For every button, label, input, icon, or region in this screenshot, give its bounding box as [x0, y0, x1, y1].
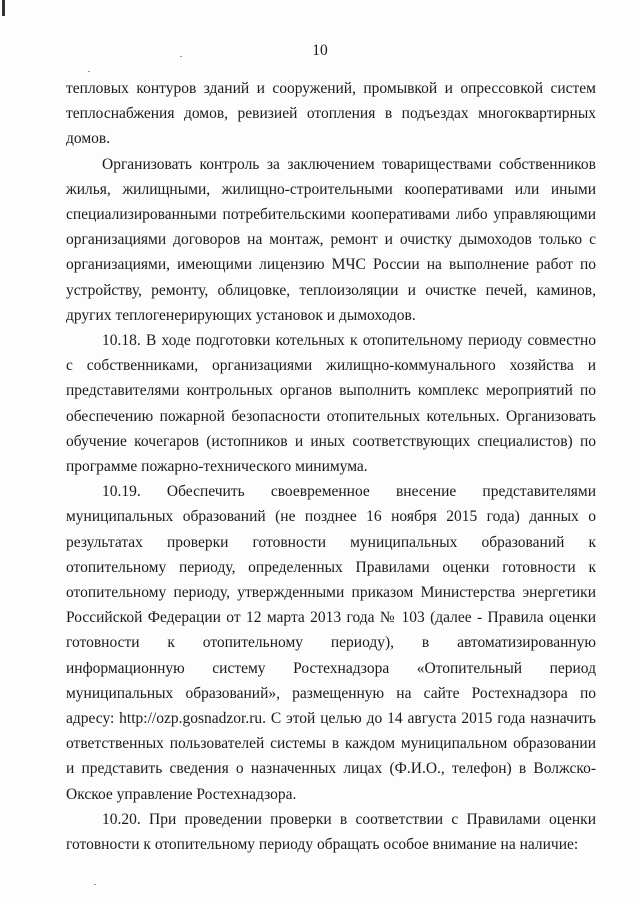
paragraph-chimney-control: Организовать контроль за заключением товариществами собственников жилья, жилищными, жилищно-строительными кооперативами или иными специализированными потребительскими кооперативами либо управляющими организациями договоров на монтаж, ремонт и очистку дымоходов только с организациями, имеющими лицензию МЧС России на выполнение работ по устройству, ремонту, облицовке, теплоизоляции и очистке печей, каминов, других теплогенерирующих установок и дымоходов.	[66, 155, 596, 324]
paragraph-10-19: 10.19. Обеспечить своевременное внесение представителями муниципальных образований (не позднее 16 ноября 2015 года) данных о результатах проверки готовности муниципальных образований к отопительному периоду, определенных Правилами оценки готовности к отопительному периоду, утвержденными приказом Министерства энергетики Российской Федерации от 12 марта 2013 года № 103 (далее - Правила оценки готовности к отопительному периоду), в автоматизированную информационную систему Ростехнадзора «Отопительный период муниципальных образований», размещенную на сайте Ростехнадзора по адресу: http://ozp.gosnadzor.ru. С этой целью до 14 августа 2015 года назначить ответственных пользователей системы в каждом муниципальном образовании и представить сведения о назначенных лицах (Ф.И.О., телефон) в Волжско-Окское управление Ростехнадзора.	[66, 483, 596, 803]
paragraph-10-18: 10.18. В ходе подготовки котельных к отопительному периоду совместно с собственниками, организациями жилищно-коммунального хозяйства и представителями контрольных органов выполнить комплекс мероприятий по обеспечению пожарной безопасности отопительных котельных. Организовать обучение кочегаров (истопников и иных соответствующих специалистов) по программе пожарно-технического минимума.	[66, 332, 596, 476]
paragraph-10-20: 10.20. При проведении проверки в соответствии с Правилами оценки готовности к отопительному периоду обращать особое внимание на наличие:	[66, 810, 596, 854]
scan-edge-mark	[2, 0, 5, 16]
scan-speck	[88, 71, 90, 72]
page-number: 10	[312, 42, 328, 59]
scan-speck	[94, 884, 96, 885]
paragraph-continuation: тепловых контуров зданий и сооружений, промывкой и опрессовкой систем теплоснабжения домов, ревизией отопления в подъездах многоквартирных домов.	[66, 80, 596, 148]
document-body	[66, 76, 596, 857]
